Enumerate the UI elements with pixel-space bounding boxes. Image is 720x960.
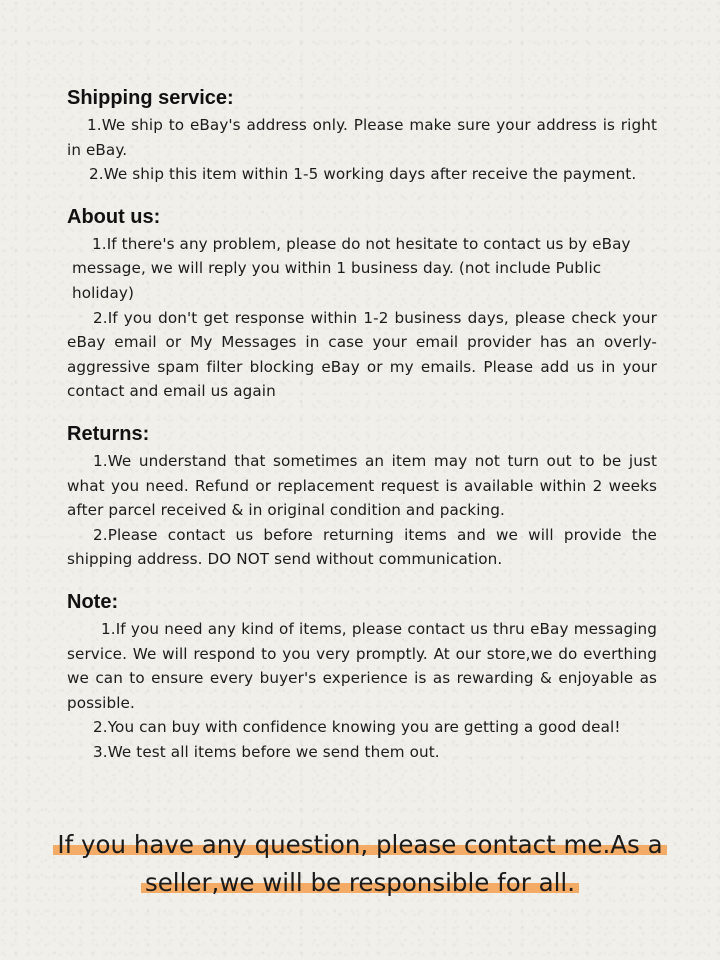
section-heading: Shipping service: [67,87,234,109]
section-note [67,590,657,765]
note-paragraph-1: 1.If you need any kind of items, please contact us thru eBay messaging service. We will respond to you very promptly. At our store,we do everthing we can to ensure every buyer's experience is as rewarding & enjoyable as possible. [67,619,657,712]
note-paragraph-2: 2.You can buy with confidence knowing you are getting a good deal! [93,718,621,737]
returns-paragraph-2: 2.Please contact us before returning items and we will provide the shipping address. DO NOT send without communication. [67,525,657,569]
section-heading: Returns: [67,422,150,445]
note-paragraph-3: 3.We test all items before we send them out. [93,742,440,761]
footer-highlight-1: If you have any question, please contact me.As a [53,830,666,859]
section-about-us [67,205,657,404]
policy-document [67,86,657,764]
about-paragraph-2: 2.If you don't get response within 1-2 business days, please check your eBay email or My Messages in case your email provider has an overly-aggressive spam filter blocking eBay or my emails. Please add us in your contact and email us again [67,308,657,401]
contact-footer [0,826,720,902]
shipping-paragraph-1: 1.We ship to eBay's address only. Please make sure your address is right in eBay. [67,116,657,159]
section-heading: About us: [67,205,161,228]
footer-line-1 [0,826,720,864]
shipping-paragraph-2: 2.We ship this item within 1-5 working days after receive the payment. [89,165,637,184]
section-returns [67,422,657,572]
footer-line-2 [0,864,720,902]
about-paragraph-1: 1.If there's any problem, please do not hesitate to contact us by eBay message, we will reply you within 1 business day. (not include Public holiday) [72,234,631,302]
returns-paragraph-1: 1.We understand that sometimes an item may not turn out to be just what you need. Refund or replacement request is available within 2 weeks after parcel received & in original condition and packing. [67,451,657,520]
footer-highlight-2: seller,we will be responsible for all. [141,868,579,897]
section-heading: Note: [67,590,119,613]
section-shipping-service [67,86,657,187]
